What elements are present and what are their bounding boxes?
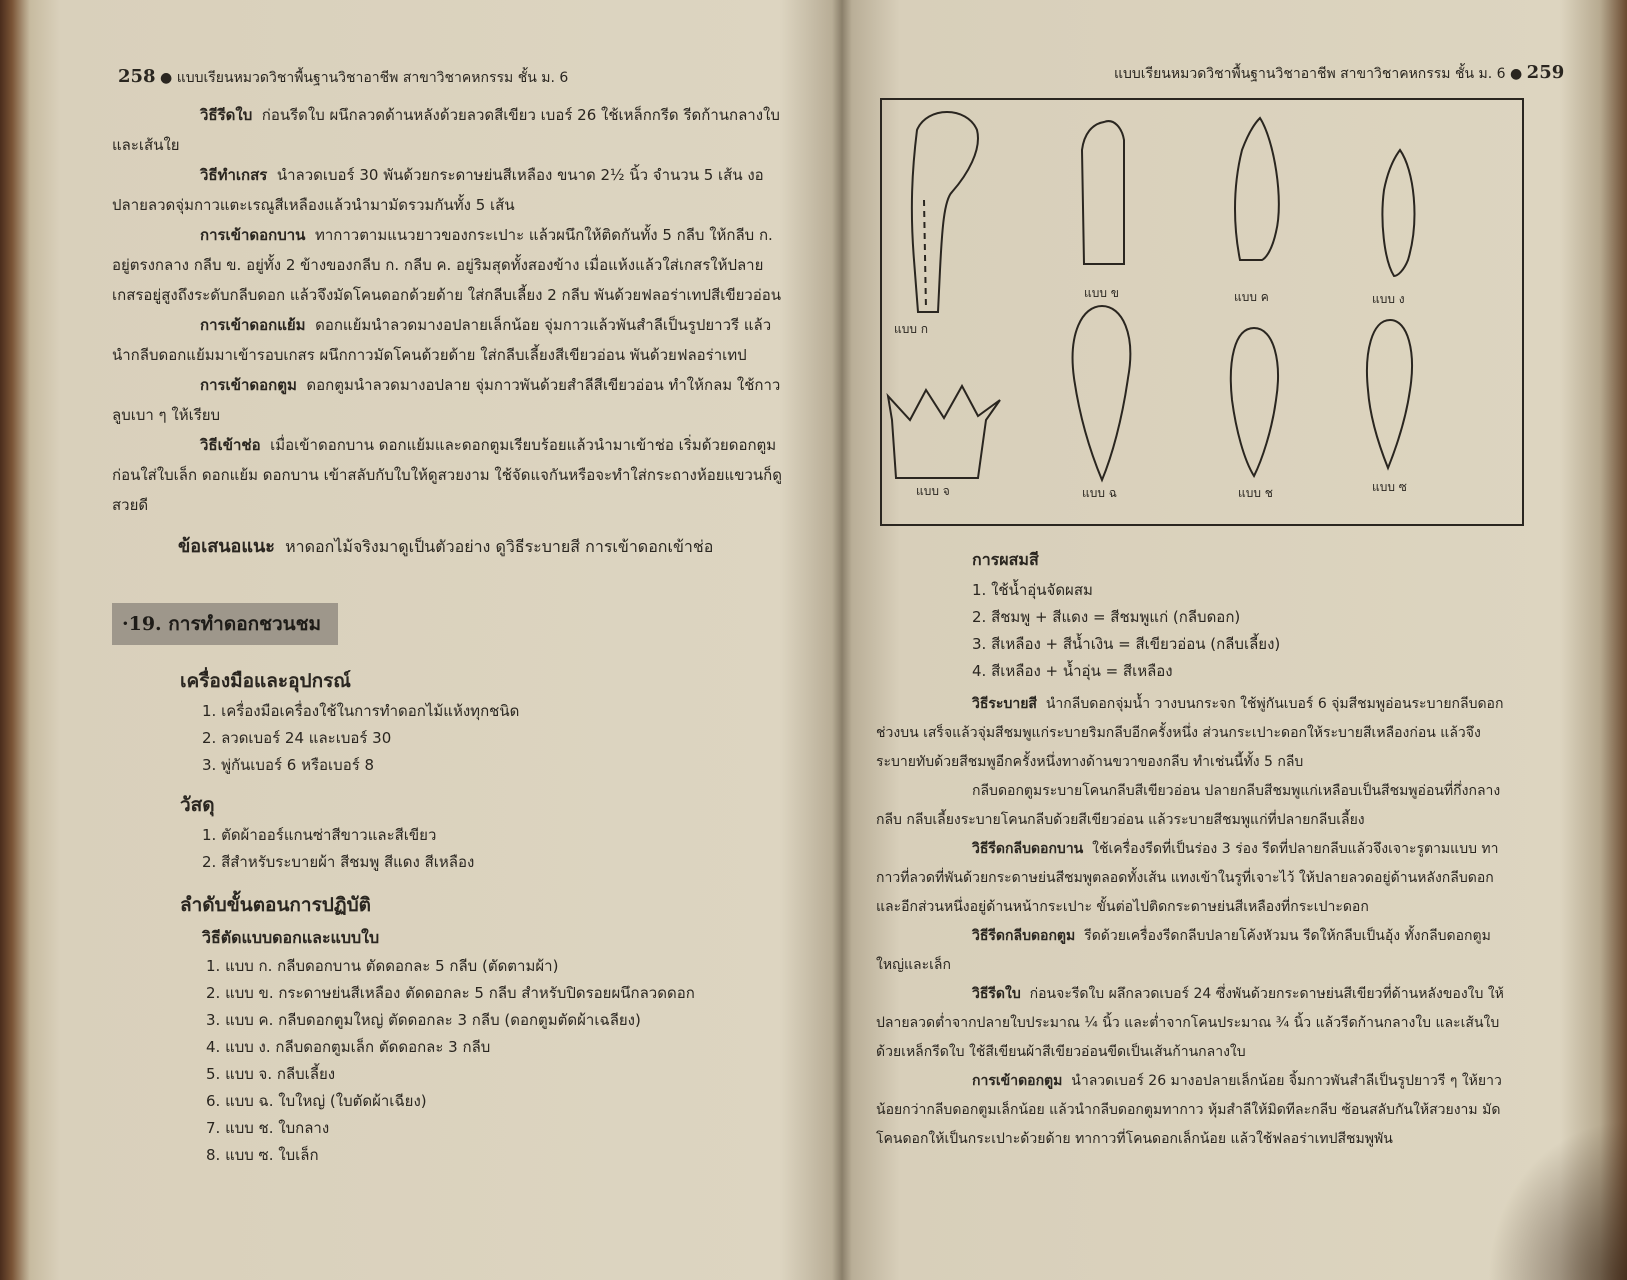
tools-section — [180, 666, 780, 779]
steps-list — [180, 953, 800, 1169]
paragraph — [876, 835, 1516, 922]
pattern-h-shape — [1367, 320, 1412, 468]
paragraph — [112, 220, 782, 310]
petal-pattern-figure — [880, 98, 1524, 526]
caption-pattern-g: แบบ ช — [1238, 486, 1273, 500]
list-item: 3. สีเหลือง + สีน้ำเงิน = สีเขียวอ่อน (กลีบเลี้ยง) — [972, 635, 1281, 653]
list-item: 5. แบบ จ. กลีบเลี้ยง — [206, 1065, 336, 1083]
list-item: 4. สีเหลือง + น้ำอุ่น = สีเหลือง — [972, 662, 1173, 680]
paragraph-text: นำลวดเบอร์ 26 มางอปลายเล็กน้อย จิ้มกาวพันสำลีเป็นรูปยาวรี ๆ ให้ยาวน้อยกว่ากลีบดอกตูมเล็กน้อย แล้วนำกลีบดอกตูมทากาว หุ้มสำลีให้มิดทีละกลีบ ซ้อนสลับกันให้สวยงาม มัดโคนดอกให้เป็นกระเปาะด้วยด้าย ทากาวที่โคนดอกเล็กน้อย แล้วใช้ฟลอร่าเทปสีชมพูพัน — [876, 1073, 1502, 1147]
page-corner-shadow — [1487, 1120, 1627, 1280]
tools-heading: เครื่องมือและอุปกรณ์ — [180, 670, 351, 692]
paragraph-text: ดอกแย้มนำลวดมางอปลายเล็กน้อย จุ่มกาวแล้วพันสำลีเป็นรูปยาวรี แล้วนำกลีบดอกแย้มมาเข้ารอบเกสร ผนึกกาวมัดโคนด้วยด้าย ใส่กลีบเลี้ยงสีเขียวอ่อน พันด้วยฟลอร่าเทป — [112, 316, 772, 364]
paragraph-text: นำลวดเบอร์ 30 พันด้วยกระดาษย่นสีเหลือง ขนาด 2½ นิ้ว จำนวน 5 เส้น งอปลายลวดจุ่มกาวแตะเรณูสีเหลืองแล้วนำมามัดรวมกันทั้ง 5 เส้น — [112, 166, 764, 214]
left-page-header — [118, 66, 568, 89]
paragraph-text: รีดด้วยเครื่องรีดกลีบปลายโค้งหัวมน รีดให้กลีบเป็นอุ้ง ทั้งกลีบดอกตูมใหญ่และเล็ก — [876, 928, 1491, 973]
paragraph-label: วิธีรีดใบ — [200, 106, 253, 124]
caption-pattern-h: แบบ ซ — [1372, 480, 1407, 494]
page-number: 258 — [118, 66, 156, 87]
paragraph-label: วิธีเข้าช่อ — [200, 436, 261, 454]
paragraph-label: การเข้าดอกแย้ม — [200, 316, 306, 334]
caption-pattern-d: แบบ ง — [1372, 292, 1405, 306]
pattern-f-shape — [1073, 306, 1131, 480]
paragraph-label: วิธีรีดใบ — [972, 986, 1021, 1002]
running-header: ● แบบเรียนหมวดวิชาพื้นฐานวิชาอาชีพ สาขาวิชาคหกรรม ชั้น ม. 6 — [160, 70, 569, 86]
paragraph-label: การเข้าดอกบาน — [200, 226, 306, 244]
tools-list — [180, 698, 780, 779]
list-item: 7. แบบ ช. ใบกลาง — [206, 1119, 330, 1137]
paragraph — [112, 160, 782, 220]
paragraph-text: ใช้เครื่องรีดที่เป็นร่อง 3 ร่อง รีดที่ปลายกลีบแล้วจึงเจาะรูตามแบบ ทากาวที่ลวดที่พันด้วยกระดาษย่นสีชมพูตลอดทั้งเส้น แทงเข้าในรูที่เจาะไว้ ให้ปลายลวดอยู่ด้านหลังกลีบดอก และอีกส่วนหนึ่งอยู่ด้านหน้ากระเปาะ ขั้นต่อไปติดกระดาษย่นสีเหลืองที่กระเปาะดอก — [876, 841, 1499, 915]
list-item: 3. แบบ ค. กลีบดอกตูมใหญ่ ตัดดอกละ 3 กลีบ (ดอกตูมตัดผ้าเฉลียง) — [206, 1011, 641, 1029]
list-item: 1. ใช้น้ำอุ่นจัดผสม — [972, 581, 1093, 599]
painting-instructions — [876, 690, 1516, 1154]
paragraph — [112, 100, 782, 160]
paragraph-label: วิธีทำเกสร — [200, 166, 268, 184]
paragraph — [876, 980, 1516, 1067]
materials-section — [180, 790, 780, 876]
paragraph — [876, 690, 1516, 777]
list-item: 2. สีชมพู + สีแดง = สีชมพูแก่ (กลีบดอก) — [972, 608, 1241, 626]
list-item: 1. ตัดผ้าออร์แกนซ่าสีขาวและสีเขียว — [202, 826, 437, 844]
color-mix-list — [972, 577, 1532, 685]
caption-pattern-b: แบบ ข — [1084, 286, 1119, 300]
suggestion — [112, 532, 782, 562]
paragraph-text: เมื่อเข้าดอกบาน ดอกแย้มและดอกตูมเรียบร้อยแล้วนำมาเข้าช่อ เริ่มด้วยดอกตูมก่อนใส่ใบเล็ก ดอกแย้ม ดอกบาน เข้าสลับกับใบให้ดูสวยงาม ใช้จัดแจกันหรือจะทำใส่กระถางห้อยแขวนก็ดูสวยดี — [112, 436, 782, 514]
paragraph-label: วิธีรีดกลีบดอกตูม — [972, 928, 1076, 944]
list-item: 3. พู่กันเบอร์ 6 หรือเบอร์ 8 — [202, 756, 375, 774]
section-title: ·19. การทำดอกชวนชม — [112, 603, 338, 645]
color-mix-heading: การผสมสี — [972, 550, 1039, 569]
paragraph-label: การเข้าดอกตูม — [200, 376, 297, 394]
paragraph — [112, 370, 782, 430]
pattern-g-shape — [1231, 328, 1278, 476]
pattern-b-shape — [1082, 121, 1124, 264]
paragraph-text: ดอกตูมนำลวดมางอปลาย จุ่มกาวพันด้วยสำลีสีเขียวอ่อน ทำให้กลม ใช้กาวลูบเบา ๆ ให้เรียบ — [112, 376, 781, 424]
paragraph-label: วิธีระบายสี — [972, 696, 1037, 712]
procedure-text — [112, 100, 782, 562]
list-item: 1. แบบ ก. กลีบดอกบาน ตัดดอกละ 5 กลีบ (ตัดตามผ้า) — [206, 957, 559, 975]
paragraph-text: กลีบดอกตูมระบายโคนกลีบสีเขียวอ่อน ปลายกลีบสีชมพูแก่เหลือบเป็นสีชมพูอ่อนที่กึ่งกลางกลีบ กลีบเลี้ยงระบายโคนกลีบด้วยสีเขียวอ่อน แล้วระบายสีชมพูแก่ที่ปลายกลีบเลี้ยง — [876, 783, 1501, 828]
list-item: 8. แบบ ซ. ใบเล็ก — [206, 1146, 319, 1164]
steps-heading: ลำดับขั้นตอนการปฏิบัติ — [180, 894, 372, 916]
paragraph-text: ก่อนจะรีดใบ ผลึกลวดเบอร์ 24 ซึ่งพันด้วยกระดาษย่นสีเขียวที่ด้านหลังของใบ ให้ปลายลวดต่ำจากปลายใบประมาณ ¼ นิ้ว และต่ำจากโคนประมาณ ¾ นิ้ว แล้วรีดก้านกลางใบ และเส้นใบด้วยเหล็กรีดใบ ใช้สีเขียนผ้าสีเขียวอ่อนขีดเป็นเส้นก้านกลางใบ — [876, 986, 1504, 1060]
pattern-c-shape — [1235, 118, 1279, 260]
list-item: 2. ลวดเบอร์ 24 และเบอร์ 30 — [202, 729, 392, 747]
color-mix-section — [972, 548, 1532, 685]
materials-list — [180, 822, 780, 876]
caption-pattern-a: แบบ ก — [894, 322, 929, 336]
paragraph — [876, 922, 1516, 980]
steps-section — [180, 890, 800, 1169]
list-item: 1. เครื่องมือเครื่องใช้ในการทำดอกไม้แห้งทุกชนิด — [202, 702, 520, 720]
paragraph — [876, 1067, 1516, 1154]
suggestion-text: หาดอกไม้จริงมาดูเป็นตัวอย่าง ดูวิธีระบายสี การเข้าดอกเข้าช่อ — [285, 537, 714, 556]
paragraph — [876, 777, 1516, 835]
pattern-a-shape — [912, 112, 978, 312]
page-number: 259 — [1526, 62, 1565, 83]
paragraph-text: ทากาวตามแนวยาวของกระเปาะ แล้วผนึกให้ติดกันทั้ง 5 กลีบ ให้กลีบ ก. อยู่ตรงกลาง กลีบ ข. อยู่ทั้ง 2 ข้างของกลีบ ก. กลีบ ค. อยู่ริมสุดทั้งสองข้าง เมื่อแห้งแล้วใส่เกสรให้ปลายเกสรอยู่สูงถึงระดับกลีบดอก แล้วจึงมัดโคนดอกด้วยด้าย ใส่กลีบเลี้ยง 2 กลีบ พันด้วยฟลอร่าเทปสีเขียวอ่อน — [112, 226, 782, 304]
paragraph-text: ก่อนรีดใบ ผนึกลวดด้านหลังด้วยลวดสีเขียว เบอร์ 26 ใช้เหล็กกรีด รีดก้านกลางใบและเส้นใย — [112, 106, 780, 154]
steps-subheading: วิธีตัดแบบดอกและแบบใบ — [202, 928, 380, 947]
pattern-drawings — [882, 100, 1522, 524]
materials-heading: วัสดุ — [180, 794, 215, 816]
list-item: 6. แบบ ฉ. ใบใหญ่ (ใบตัดผ้าเฉียง) — [206, 1092, 427, 1110]
list-item: 4. แบบ ง. กลีบดอกตูมเล็ก ตัดดอกละ 3 กลีบ — [206, 1038, 491, 1056]
pattern-d-shape — [1382, 150, 1414, 276]
pattern-a-fold-line — [924, 200, 926, 310]
right-page-header — [1114, 62, 1564, 85]
paragraph — [112, 430, 782, 520]
suggestion-label: ข้อเสนอแนะ — [178, 536, 275, 557]
paragraph-label: วิธีรีดกลีบดอกบาน — [972, 841, 1084, 857]
pattern-e-shape — [888, 386, 1000, 478]
paragraph — [112, 310, 782, 370]
paragraph-label: การเข้าดอกตูม — [972, 1073, 1063, 1089]
list-item: 2. แบบ ข. กระดาษย่นสีเหลือง ตัดดอกละ 5 กลีบ สำหรับปิดรอยผนึกลวดดอก — [206, 984, 695, 1002]
caption-pattern-c: แบบ ค — [1234, 290, 1269, 304]
caption-pattern-f: แบบ ฉ — [1082, 486, 1117, 500]
running-header: แบบเรียนหมวดวิชาพื้นฐานวิชาอาชีพ สาขาวิชาคหกรรม ชั้น ม. 6 ● — [1114, 66, 1523, 82]
caption-pattern-e: แบบ จ — [916, 484, 950, 498]
paragraph-text: นำกลีบดอกจุ่มน้ำ วางบนกระจก ใช้พู่กันเบอร์ 6 จุ่มสีชมพูอ่อนระบายกลีบดอกช่วงบน เสร็จแล้วจุ่มสีชมพูแก่ระบายริมกลีบอีกครั้งหนึ่ง ส่วนกระเปาะดอกให้ระบายสีเหลืองก่อน แล้วจึงระบายทับด้วยสีชมพูอีกครั้งหนึ่งทางด้านขวาของกลีบ ทำเช่นนี้ทั้ง 5 กลีบ — [876, 696, 1504, 770]
list-item: 2. สีสำหรับระบายผ้า สีชมพู สีแดง สีเหลือง — [202, 853, 475, 871]
